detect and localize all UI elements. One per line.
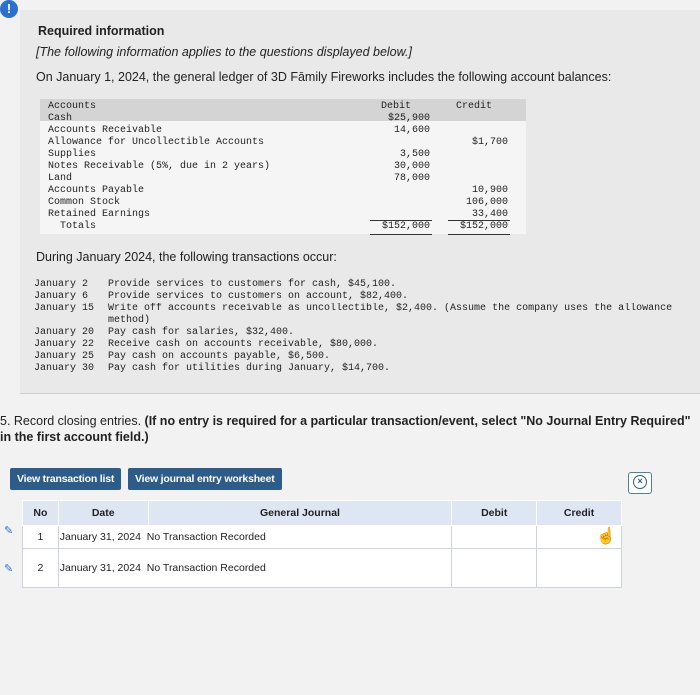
view-transaction-list-button[interactable]: View transaction list — [10, 468, 121, 490]
debit-value — [362, 137, 430, 149]
credit-value — [440, 125, 508, 137]
account-name: Land — [48, 173, 73, 184]
transaction-desc: Receive cash on accounts receivable, $80,000. — [108, 339, 379, 350]
credit-value — [440, 173, 508, 185]
credit-value — [440, 113, 508, 125]
transaction-row — [34, 363, 700, 375]
view-journal-worksheet-button[interactable]: View journal entry worksheet — [128, 468, 282, 490]
debit-value — [362, 197, 430, 209]
transaction-desc: Provide services to customers for cash, $45,100. — [108, 279, 397, 290]
journal-row[interactable] — [23, 549, 622, 588]
pencil-icon[interactable]: ✎ — [4, 525, 14, 537]
transaction-date: January 30 — [34, 363, 95, 374]
header-accounts: Accounts — [48, 101, 97, 112]
row-credit[interactable] — [537, 549, 622, 588]
during-text: During January 2024, the following transactions occur: — [36, 250, 337, 264]
account-name: Supplies — [48, 149, 97, 160]
row-entry: No Transaction Recorded — [146, 531, 266, 543]
row-date: January 31, 2024 — [59, 531, 141, 543]
debit-total-underline — [370, 234, 432, 235]
question-text — [0, 413, 700, 445]
transaction-desc: method) — [108, 315, 151, 326]
row-date: January 31, 2024 — [59, 562, 141, 574]
intro-text: On January 1, 2024, the general ledger of 3D Fāmily Fireworks includes the following account balances: — [36, 70, 612, 84]
header-debit: Debit — [452, 501, 537, 526]
debit-value: 3,500 — [399, 149, 430, 160]
required-title: Required information — [38, 24, 165, 38]
header-debit: Debit — [380, 101, 411, 112]
transaction-date: January 6 — [34, 291, 89, 302]
header-no: No — [23, 501, 59, 526]
account-name: Allowance for Uncollectible Accounts — [48, 137, 265, 148]
transaction-row — [34, 339, 700, 351]
close-icon: × — [633, 475, 647, 489]
header-general-journal: General Journal — [148, 501, 452, 526]
account-name: Cash — [48, 113, 73, 124]
transaction-row — [34, 351, 700, 363]
debit-value: 14,600 — [393, 125, 430, 136]
account-name: Notes Receivable (5%, due in 2 years) — [48, 161, 271, 172]
header-date: Date — [58, 501, 148, 526]
debit-value: 30,000 — [393, 161, 430, 172]
debit-value: 78,000 — [393, 173, 430, 184]
credit-value — [440, 149, 508, 161]
header-credit: Credit — [537, 501, 622, 526]
debit-value: $25,900 — [387, 113, 430, 124]
row-debit[interactable] — [452, 549, 537, 588]
account-name: Accounts Receivable — [48, 125, 163, 136]
debit-column — [362, 101, 430, 233]
hand-pointer-icon: ☝ — [596, 528, 616, 545]
transaction-row — [34, 291, 700, 303]
transaction-desc: Provide services to customers on account, $82,400. — [108, 291, 409, 302]
credit-value: 10,900 — [471, 185, 508, 196]
transaction-date — [34, 315, 108, 327]
transaction-date: January 20 — [34, 327, 95, 338]
credit-column — [440, 101, 508, 233]
question-instruction: (If no entry is required for a particular transaction/event, select "No Journal Entry Required" in the first account field.) — [0, 414, 691, 444]
row-no: 1 — [23, 526, 59, 549]
credit-total: $152,000 — [459, 221, 508, 232]
pencil-icon[interactable]: ✎ — [4, 563, 14, 575]
row-date-entry — [58, 549, 452, 588]
credit-value: 33,400 — [471, 209, 508, 220]
transaction-date: January 2 — [34, 279, 89, 290]
totals-label: Totals — [60, 221, 97, 232]
debit-total-rule — [370, 220, 432, 221]
transaction-date: January 22 — [34, 339, 95, 350]
credit-total-underline — [448, 234, 510, 235]
transaction-row — [34, 303, 700, 315]
header-credit: Credit — [455, 101, 492, 112]
journal-row[interactable] — [23, 526, 622, 549]
account-names-column — [48, 101, 270, 233]
account-name: Common Stock — [48, 197, 121, 208]
account-name: Accounts Payable — [48, 185, 145, 196]
transaction-row — [34, 315, 700, 327]
required-note: [The following information applies to the questions displayed below.] — [36, 45, 412, 59]
debit-value — [362, 185, 430, 197]
credit-value: 106,000 — [465, 197, 508, 208]
row-no: 2 — [23, 549, 59, 588]
account-name: Retained Earnings — [48, 209, 151, 220]
transaction-desc: Write off accounts receivable as uncollectible, $2,400. (Assume the company uses the allowance — [108, 303, 673, 314]
transactions-list — [34, 279, 700, 375]
row-date-entry — [58, 526, 452, 549]
credit-value — [440, 161, 508, 173]
question-prefix: 5. Record closing entries. — [0, 414, 142, 428]
transaction-date: January 25 — [34, 351, 95, 362]
journal-table — [22, 500, 622, 588]
credit-value: $1,700 — [471, 137, 508, 148]
journal-header-row — [23, 501, 622, 526]
row-debit[interactable] — [452, 526, 537, 549]
transaction-row — [34, 279, 700, 291]
transaction-desc: Pay cash on accounts payable, $6,500. — [108, 351, 331, 362]
transaction-desc: Pay cash for utilities during January, $14,700. — [108, 363, 391, 374]
transaction-date: January 15 — [34, 303, 95, 314]
debit-total: $152,000 — [381, 221, 430, 232]
transaction-desc: Pay cash for salaries, $32,400. — [108, 327, 295, 338]
transaction-row — [34, 327, 700, 339]
row-entry: No Transaction Recorded — [146, 562, 266, 574]
close-button[interactable] — [628, 472, 652, 494]
credit-total-rule — [448, 220, 510, 221]
alert-icon: ! — [0, 0, 18, 18]
